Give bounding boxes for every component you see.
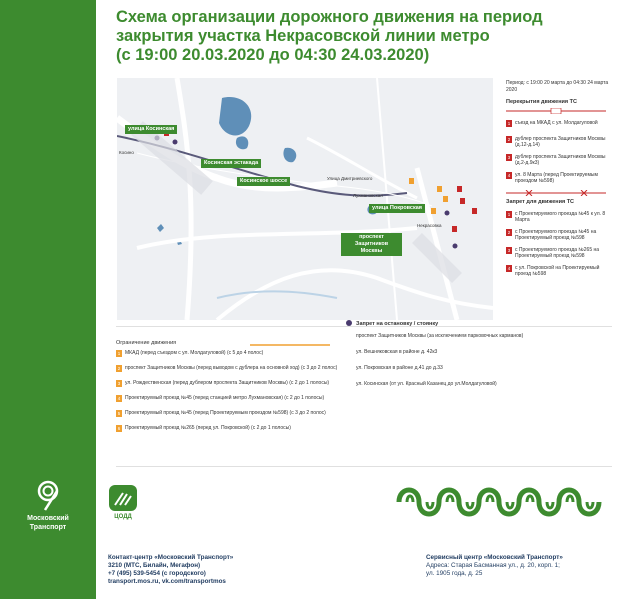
- closure-line-sample: [506, 108, 611, 114]
- restriction-num: 3: [117, 381, 121, 386]
- no-parking-heading: [346, 321, 606, 327]
- ban-num: 3: [507, 248, 511, 253]
- divider: [116, 466, 612, 467]
- logo-text: Московский Транспорт: [27, 515, 69, 531]
- restriction-text: ул. Рождественская (перед дублером проспекта Защитников Москвы) (с 2 до 1 полосы): [125, 380, 330, 386]
- station-label: Улица Дмитриевского: [327, 176, 373, 181]
- service-address-2: ул. 1905 года, д. 25: [426, 570, 483, 577]
- restriction-text: проспект Защитников Москвы (перед выводом с дублера на основной ход) (с 3 до 2 полос): [125, 365, 338, 371]
- ban-text: с Проектируемого проезда №45 на Проектируемый проезд №598: [515, 229, 597, 241]
- closure-num: 4: [507, 173, 511, 178]
- closure-text: дублер проспекта Защитников Москвы (д.12-д.14): [515, 136, 606, 148]
- ban-line-sample: [506, 190, 611, 196]
- station-label: Некрасовка: [417, 223, 442, 228]
- ban-item: [506, 265, 611, 277]
- restriction-item: [116, 425, 346, 440]
- restriction-num: 5: [117, 411, 121, 416]
- decorative-pattern: [393, 478, 603, 526]
- restriction-line-sample: [250, 343, 330, 347]
- ban-item: [506, 211, 611, 223]
- codd-text: ЦОДД: [114, 514, 132, 520]
- restriction-text: МКАД (перед съездом с ул. Молдагуловой) (с 5 до 4 полос): [125, 350, 264, 356]
- restriction-num: 2: [117, 366, 121, 371]
- station-label: Лухмановская: [353, 193, 383, 198]
- codd-road-icon: [109, 485, 137, 511]
- closure-text: дублер проспекта Защитников Москвы (д.2-д.9к3): [515, 154, 606, 166]
- map-label-kosinskoe-highway: Косинское шоссе: [237, 177, 290, 186]
- restriction-text: Проектируемый проезд №265 (перед ул. Покровской) (с 2 до 1 полосы): [125, 425, 291, 431]
- closure-num: 3: [507, 155, 511, 160]
- closures-heading: Перекрытия движения ТС: [506, 99, 577, 105]
- map-label-kosinskaya-street: улица Косинская: [125, 125, 177, 134]
- ban-num: 1: [507, 212, 511, 217]
- no-parking-item: ул. Покровская в районе д.41 до д.33: [356, 365, 443, 371]
- moscow-transport-logo: [20, 478, 76, 532]
- station-label: Косино: [119, 150, 134, 155]
- lake: [157, 224, 164, 232]
- ban-item: [506, 247, 611, 259]
- closure-item: [506, 154, 611, 166]
- lake: [219, 97, 251, 135]
- legend-no-parking: [346, 321, 606, 387]
- service-title: Сервисный центр «Московский Транспорт»: [426, 554, 563, 561]
- scheme-map: [117, 78, 493, 320]
- ban-num: 4: [507, 266, 511, 271]
- map-label-kosinskaya-flyover: Косинская эстакада: [201, 159, 261, 168]
- map-graphic: [117, 78, 493, 320]
- closure-item: [506, 136, 611, 148]
- no-parking-item: проспект Защитников Москвы (за исключением парковочных карманов): [356, 333, 524, 339]
- title-line-2: закрытия участка Некрасовской линии метро: [116, 27, 490, 45]
- restriction-num: 4: [117, 396, 121, 401]
- ban-heading: Запрет для движения ТС: [506, 199, 575, 205]
- legend-right: [506, 80, 611, 277]
- closure-num: 1: [507, 121, 511, 126]
- service-address-1: Адреса: Старая Басманная ул., д. 20, корп. 1;: [426, 562, 560, 569]
- legend-restrictions: [116, 340, 346, 440]
- ban-num: 2: [507, 230, 511, 235]
- title-line-3: (с 19:00 20.03.2020 до 04:30 24.03.2020): [116, 46, 430, 64]
- restriction-num: 1: [117, 351, 121, 356]
- transport-9-icon: [31, 478, 65, 512]
- restriction-item: [116, 365, 346, 380]
- ban-text: с Проектируемого проезда №265 на Проектируемый проезд №598: [515, 247, 600, 259]
- no-parking-heading-text: Запрет на остановку / стоянку: [356, 321, 439, 327]
- map-label-pokrovskaya-street: улица Покровская: [369, 204, 425, 213]
- brand-sidebar: [0, 0, 96, 599]
- no-parking-item: ул. Косинская (от ул. Красный Казанец до ул.Молдагуловой): [356, 381, 497, 387]
- restriction-text: Проектируемый проезд №45 (перед Проектируемым проездом №598) (с 3 до 2 полос): [125, 410, 326, 416]
- map-label-zashchitnikov-moskvy: проспект Защитников Москвы: [341, 233, 402, 256]
- contact-title: Контакт-центр «Московский Транспорт»: [108, 554, 234, 561]
- service-center: [426, 554, 616, 578]
- restrictions-heading: Ограничение движения: [116, 340, 177, 346]
- closure-item: [506, 120, 611, 130]
- ban-item: [506, 229, 611, 241]
- contact-center: [108, 554, 398, 586]
- no-parking-dot-icon: [346, 320, 352, 326]
- period-text: Период: с 19:00 20 марта до 04:30 24 марта 2020: [506, 80, 609, 93]
- restriction-item: [116, 350, 346, 365]
- restriction-item: [116, 395, 346, 410]
- contact-short-number: 3210 (МТС, Билайн, Мегафон): [108, 562, 201, 569]
- lake: [236, 136, 248, 149]
- restriction-item: [116, 410, 346, 425]
- restriction-item: [116, 380, 346, 395]
- no-parking-item: ул. Вешняковская в районе д. 42к3: [356, 349, 438, 355]
- contact-links[interactable]: transport.mos.ru, vk.com/transportmos: [108, 578, 226, 585]
- title-line-1: Схема организации дорожного движения на период: [116, 8, 543, 26]
- lake: [283, 148, 296, 163]
- restriction-text: Проектируемый проезд №45 (перед станцией метро Лухмановская) (с 2 до 1 полосы): [125, 395, 325, 401]
- restriction-num: 6: [117, 426, 121, 431]
- closure-num: 2: [507, 137, 511, 142]
- codd-logo: [108, 485, 138, 520]
- closure-item: [506, 172, 611, 184]
- ban-text: с ул. Покровской на Проектируемый проезд №598: [515, 265, 600, 277]
- closure-text: съезд на МКАД с ул. Молдагуловой: [515, 120, 598, 126]
- closure-text: ул. 8 Марта (перед Проектируемым проездом №598): [515, 172, 598, 184]
- page-title: [116, 8, 556, 65]
- contact-phone: +7 (495) 539-5454 (с городского): [108, 570, 206, 577]
- ban-text: с Проектируемого проезда №45 к ул. 8 Марта: [515, 211, 606, 223]
